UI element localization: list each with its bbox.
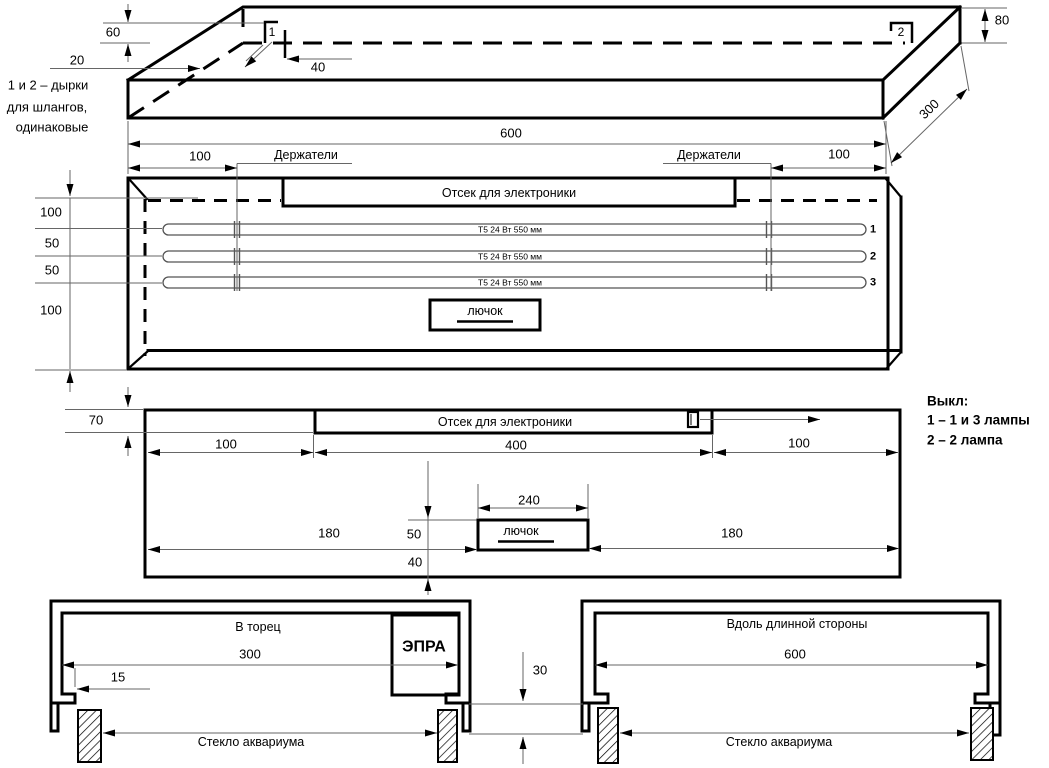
plan-dim-100-right: 100 — [788, 435, 810, 451]
hose-note — [7, 78, 89, 135]
dim-40: 40 — [310, 59, 326, 75]
end-section-view — [51, 601, 470, 762]
dim-300-depth: 300 — [915, 96, 943, 122]
plan-dim-100-left: 100 — [215, 436, 237, 452]
dim-70: 70 — [88, 412, 104, 428]
dim-30: 30 — [532, 662, 548, 678]
aquarium-glass-right-2 — [971, 708, 993, 760]
switch-note-1: 1 – 1 и 3 лампы — [927, 412, 1030, 428]
dim-80: 80 — [994, 12, 1010, 28]
long-section-title: Вдоль длинной стороны — [726, 617, 868, 631]
switch-note-title: Выкл: — [927, 393, 969, 409]
dim-300-inner: 300 — [239, 646, 261, 662]
switch-icon — [688, 412, 698, 427]
dim-20: 20 — [69, 52, 85, 68]
dim-100-left: 100 — [189, 148, 211, 164]
plan-view — [65, 387, 1030, 595]
switch-note-2: 2 – 2 лампа — [927, 432, 1003, 448]
lamp-1-number: 1 — [869, 223, 877, 236]
dim-60: 60 — [105, 24, 121, 40]
plan-dim-400: 400 — [505, 437, 527, 453]
hatch-label: лючок — [467, 304, 503, 318]
dim-180-right: 180 — [721, 525, 743, 541]
plan-hatch-label: лючок — [503, 524, 539, 538]
long-right-inner — [975, 613, 999, 703]
aquarium-glass-left-2 — [598, 708, 618, 763]
chain-50-b: 50 — [44, 262, 60, 278]
electronics-label: Отсек для электроники — [441, 186, 577, 200]
top-view — [50, 4, 1009, 166]
end-right-outer — [463, 601, 470, 731]
glass-label-left: Стекло аквариума — [197, 735, 305, 749]
front-view — [35, 147, 901, 393]
dim-40: 40 — [407, 554, 423, 570]
dim-600-inner: 600 — [784, 646, 806, 662]
hose-note-line2: для шлангов, — [6, 99, 88, 115]
glass-label-right: Стекло аквариума — [725, 735, 833, 749]
hole-1-label: 1 — [268, 25, 276, 39]
lamp-3-label: Т5 24 Вт 550 мм — [478, 277, 542, 288]
chain-100-bottom: 100 — [40, 302, 62, 318]
dim-50: 50 — [406, 526, 422, 542]
holders-label-left: Держатели — [274, 148, 338, 162]
length-dimension — [128, 121, 886, 174]
lamp-2-label: Т5 24 Вт 550 мм — [478, 251, 542, 262]
lamp-2-number: 2 — [869, 250, 877, 263]
plan-electronics-label: Отсек для электроники — [437, 415, 573, 429]
hole-2-label: 2 — [897, 25, 905, 39]
end-section-title: В торец — [235, 620, 281, 634]
long-section-view — [582, 601, 1000, 763]
aquarium-glass-right — [438, 710, 457, 762]
dim-600: 600 — [500, 125, 522, 141]
dim-15: 15 — [110, 669, 126, 685]
hose-note-line3: одинаковые — [15, 119, 89, 135]
lamp-3-number: 3 — [869, 276, 877, 289]
chain-100-top: 100 — [40, 204, 62, 220]
aquarium-glass-left — [78, 710, 101, 762]
hood-box-outline — [128, 7, 960, 118]
holders-label-right: Держатели — [677, 148, 741, 162]
lamp-1-label: Т5 24 Вт 550 мм — [478, 224, 542, 235]
dim-180-left: 180 — [318, 525, 340, 541]
dim-240: 240 — [518, 492, 540, 508]
dim-100-right: 100 — [828, 146, 850, 162]
ballast-label: ЭПРА — [402, 638, 446, 656]
lip-gap-dimension — [469, 652, 583, 764]
chain-50-a: 50 — [44, 235, 60, 251]
hose-note-line1: 1 и 2 – дырки — [7, 77, 89, 93]
